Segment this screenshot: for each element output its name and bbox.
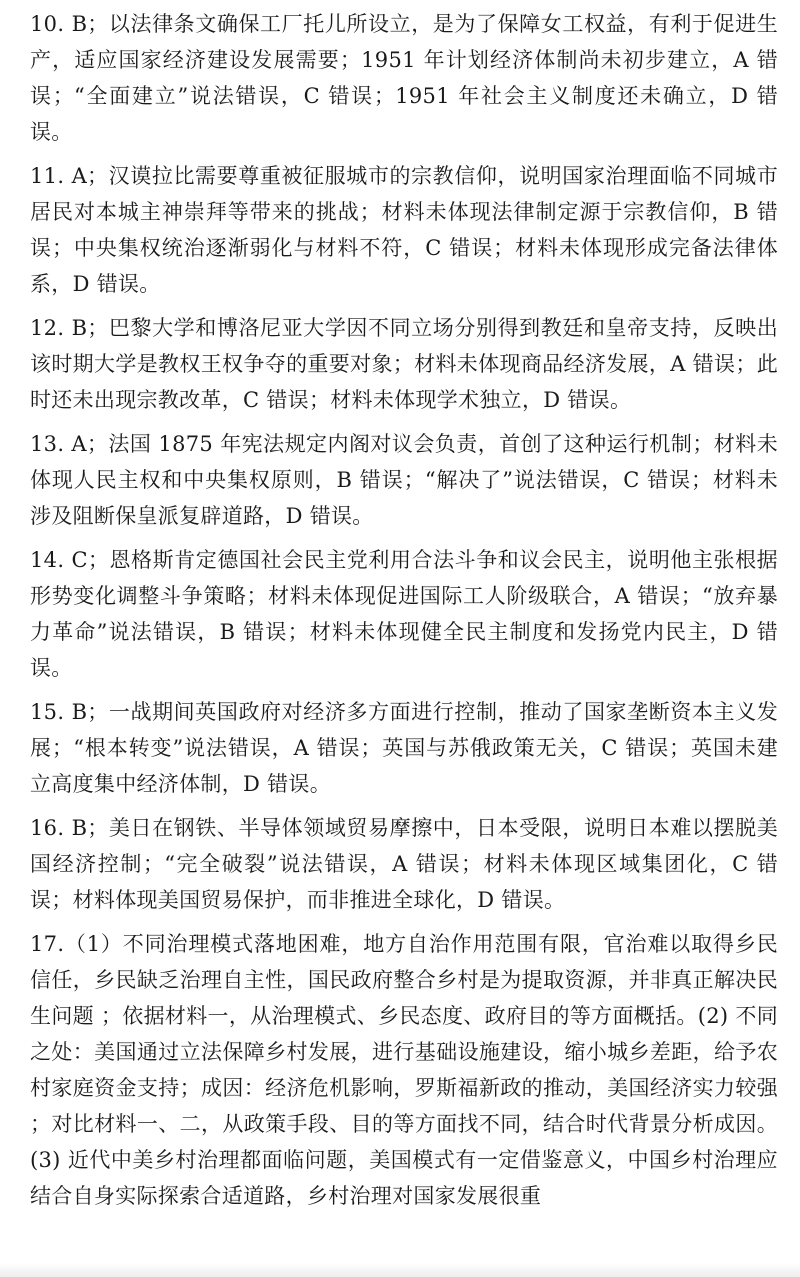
page-bottom-edge	[0, 1263, 800, 1277]
answer-q15: 15. B；一战期间英国政府对经济多方面进行控制，推动了国家垄断资本主义发展；“根本转变”说法错误，A 错误；英国与苏俄政策无关，C 错误；英国未建立高度集中经济体制，D 错误。	[30, 700, 778, 796]
answer-q13: 13. A；法国 1875 年宪法规定内阁对议会负责，首创了这种运行机制；材料未体现人民主权和中央集权原则，B 错误；“解决了”说法错误，C 错误；材料未涉及阻断保皇派复辟道路，D 错误。	[30, 432, 778, 528]
answer-q10: 10. B；以法律条文确保工厂托儿所设立，是为了保障女工权益，有利于促进生产，适应国家经济建设发展需要；1951 年计划经济体制尚未初步建立，A 错误；“全面建立”说法错误，C 错误；1951 年社会主义制度还未确立，D 错误。	[30, 12, 778, 144]
answer-q14: 14. C；恩格斯肯定德国社会民主党利用合法斗争和议会民主，说明他主张根据形势变化调整斗争策略；材料未体现促进国际工人阶级联合，A 错误；“放弃暴力革命”说法错误，B 错误；材料未体现健全民主制度和发扬党内民主，D 错误。	[30, 548, 778, 680]
answer-q12: 12. B；巴黎大学和博洛尼亚大学因不同立场分别得到教廷和皇帝支持，反映出该时期大学是教权王权争夺的重要对象；材料未体现商品经济发展，A 错误；此时还未出现宗教改革，C 错误；材料未体现学术独立，D 错误。	[30, 316, 778, 412]
answer-q11: 11. A；汉谟拉比需要尊重被征服城市的宗教信仰，说明国家治理面临不同城市居民对本城主神崇拜等带来的挑战；材料未体现法律制定源于宗教信仰，B 错误；中央集权统治逐渐弱化与材料不符，C 错误；材料未体现形成完备法律体系，D 错误。	[30, 164, 778, 296]
answer-q17: 17.（1）不同治理模式落地困难，地方自治作用范围有限，官治难以取得乡民信任，乡民缺乏治理自主性，国民政府整合乡村是为提取资源，并非真正解决民生问题 ；依据材料一，从治理模式、乡民态度、政府目的等方面概括。(2) 不同之处：美国通过立法保障乡村发展，进行基础设施建设，缩小城乡差距，给予农村家庭资金支持；成因：经济危机影响，罗斯福新政的推动，美国经济实力较强 ；对比材料一、二，从政策手段、目的等方面找不同，结合时代背景分析成因。(3) 近代中美乡村治理都面临问题，美国模式有一定借鉴意义，中国乡村治理应结合自身实际探索合适道路，乡村治理对国家发展很重	[30, 932, 778, 1208]
answer-q16: 16. B；美日在钢铁、半导体领域贸易摩擦中，日本受限，说明日本难以摆脱美国经济控制；“完全破裂”说法错误，A 错误；材料未体现区域集团化，C 错误；材料体现美国贸易保护，而非推进全球化，D 错误。	[30, 816, 778, 912]
